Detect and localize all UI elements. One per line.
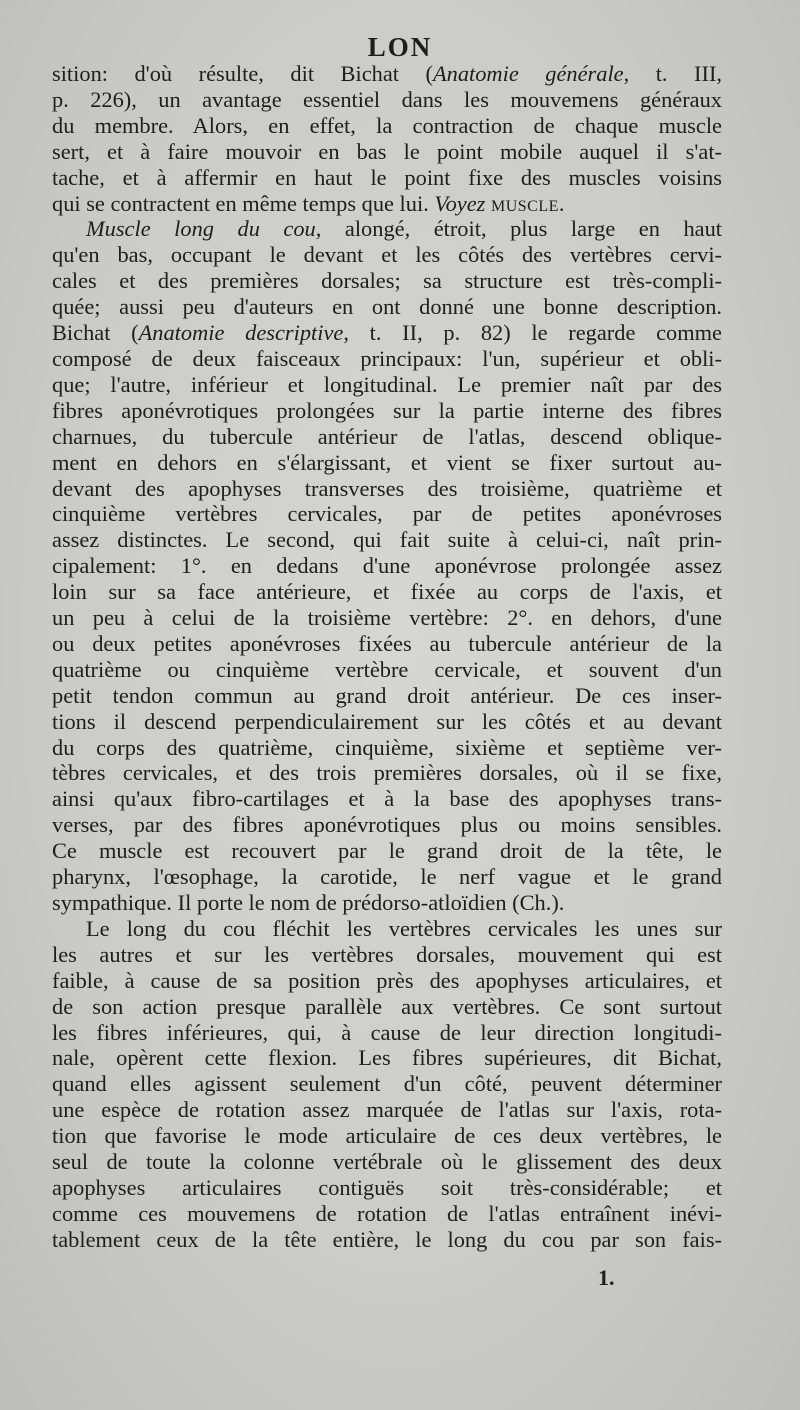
text-segment: seul de toute la colonne vertébrale où le glissement des deux [52,1149,722,1175]
text-line [52,812,722,838]
text-line [52,476,722,502]
text-segment: tèbres cervicales, et des trois premières dorsales, où il se fixe, [52,760,722,786]
text-line [52,631,722,657]
text-segment: quatrième ou cinquième vertèbre cervicale, et souvent d'un [52,656,722,682]
text-segment: faible, à cause de sa position près des apophyses articulaires, et [52,967,722,993]
text-line [52,424,722,450]
text-segment: sert, et à faire mouvoir en bas le point mobile auquel il s'at- [52,138,722,164]
text-line [52,579,722,605]
text-line [52,268,722,294]
text-segment: sympathique. Il porte le nom de prédorso-atloïdien (Ch.). [52,890,565,915]
text-segment: composé de deux faisceaux principaux: l'un, supérieur et obli- [52,345,722,371]
text-segment: petit tendon commun au grand droit antérieur. De ces inser- [52,682,722,708]
text-line [52,1097,722,1123]
text-segment: tablement ceux de la tête entière, le long du cou par son fais- [52,1226,722,1252]
text-segment: ment en dehors en s'élargissant, et vient se fixer surtout au- [52,449,722,475]
text-segment: quand elles agissent seulement d'un côté, peuvent déterminer [52,1071,722,1097]
text-segment: nale, opèrent cette flexion. Les fibres supérieures, dit Bichat, [52,1045,722,1071]
text-segment: fibres aponévrotiques prolongées sur la partie interne des fibres [52,397,722,423]
text-segment: assez distinctes. Le second, qui fait suite à celui-ci, naît prin- [52,527,722,553]
text-line [52,916,722,942]
text-segment: de son action presque parallèle aux vertèbres. Ce sont surtout [52,993,722,1019]
text-segment: loin sur sa face antérieure, et fixée au corps de l'axis, et [52,579,722,605]
text-line [52,139,722,165]
text-line [52,450,722,476]
text-segment: cales et des premières dorsales; sa structure est très-compli- [52,268,722,294]
text-line [52,87,722,113]
text-line [52,968,722,994]
text-line [52,605,722,631]
text-segment: les fibres inférieures, qui, à cause de leur direction longitudi- [52,1019,722,1045]
text-segment: tion que favorise le mode articulaire de ces deux vertèbres, le [52,1123,722,1149]
text-segment: Ce muscle est recouvert par le grand droit de la tête, le [52,838,722,864]
text-line [52,709,722,735]
text-segment: une espèce de rotation assez marquée de l'atlas sur l'axis, rota- [52,1097,722,1123]
text-segment: cipalement: 1°. en dedans d'une aponévrose prolongée assez [52,553,722,579]
text-line [52,165,722,191]
text-line [52,398,722,424]
text-line [52,113,722,139]
running-head: LON [367,32,433,62]
text-segment: les autres et sur les vertèbres dorsales, mouvement qui est [52,941,722,967]
text-line [52,1020,722,1046]
body-text [52,61,722,1253]
text-segment: devant des apophyses transverses des troisième, quatrième et [52,475,722,501]
text-line [52,1071,722,1097]
text-segment: ainsi qu'aux fibro-cartilages et à la base des apophyses trans- [52,786,722,812]
text-segment: verses, par des fibres aponévrotiques plus ou moins sensibles. [52,812,722,838]
text-segment: charnues, du tubercule antérieur de l'atlas, descend oblique- [52,423,722,449]
text-line [52,346,722,372]
text-segment: pharynx, l'œsophage, la carotide, le nerf vague et le grand [52,864,722,890]
text-line [52,1123,722,1149]
text-line [52,242,722,268]
small-caps-text: muscle [490,190,559,216]
text-line [52,994,722,1020]
text-line [52,1149,722,1175]
text-segment: p. 226), un avantage essentiel dans les mouvemens généraux [52,86,722,112]
text-segment: Le long du cou fléchit les vertèbres cervicales les unes sur [86,915,722,941]
text-line [52,657,722,683]
text-line [52,683,722,709]
text-segment: que; l'autre, inférieur et longitudinal. Le premier naît par des [52,371,722,397]
text-segment: quée; aussi peu d'auteurs en ont donné une bonne description. [52,294,722,320]
text-segment: sition: d'où résulte, dit Bichat ( [52,61,433,86]
text-line [52,553,722,579]
text-line [52,372,722,398]
text-segment: , t. II, p. 82) le regarde comme [343,320,722,346]
text-segment: ou deux petites aponévroses fixées au tubercule antérieur de la [52,630,722,656]
text-line [52,890,722,916]
text-line [52,501,722,527]
text-line [52,942,722,968]
text-line [52,294,722,320]
italic-text: Voyez [434,190,486,216]
text-line [52,320,722,346]
text-line [52,1227,722,1253]
text-segment: apophyses articulaires contiguës soit très-considérable; et [52,1174,722,1200]
text-line [52,786,722,812]
italic-text: Muscle long du cou [86,216,316,242]
text-line [52,1175,722,1201]
text-line [52,527,722,553]
text-line [52,735,722,761]
text-line [52,760,722,786]
text-segment: qu'en bas, occupant le devant et les côtés des vertèbres cervi- [52,242,722,268]
text-segment: qui se contractent en même temps que lui. [52,190,435,216]
text-segment: tache, et à affermir en haut le point fixe des muscles voisins [52,164,722,190]
signature-mark: 1. [598,1265,615,1290]
text-segment: cinquième vertèbres cervicales, par de petites aponévroses [52,501,722,527]
text-segment: , alongé, étroit, plus large en haut [315,216,722,242]
text-segment: du membre. Alors, en effet, la contraction de chaque muscle [52,112,722,138]
text-segment: , t. III, [623,61,722,86]
italic-text: Anatomie générale [432,61,624,86]
text-segment: tions il descend perpendiculairement sur les côtés et au devant [52,708,722,734]
text-line [52,1045,722,1071]
text-segment: Bichat ( [52,320,139,346]
text-line [52,216,722,242]
text-line [52,864,722,890]
text-segment: du corps des quatrième, cinquième, sixième et septième ver- [52,734,722,760]
text-line [52,838,722,864]
text-segment: comme ces mouvemens de rotation de l'atlas entraînent inévi- [52,1200,722,1226]
italic-text: Anatomie descriptive [138,320,344,346]
text-line [52,191,722,217]
text-line [52,61,722,87]
text-line [52,1201,722,1227]
text-segment: . [558,190,565,216]
text-segment: un peu à celui de la troisième vertèbre: 2°. en dehors, d'une [52,605,722,631]
